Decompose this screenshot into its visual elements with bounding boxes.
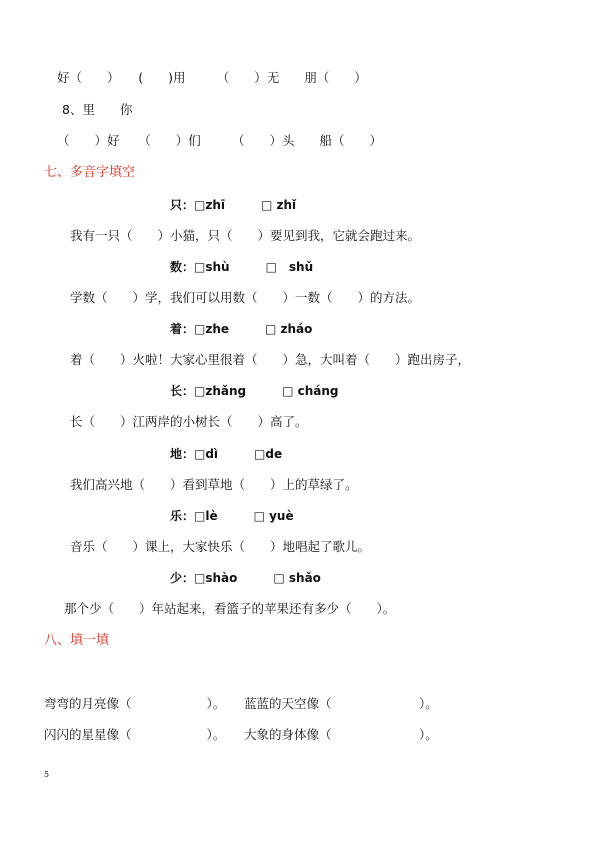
pinyin-le: 乐：□lè □ yuè [170, 509, 294, 523]
pinyin-di: 地：□dì □de [170, 447, 283, 461]
sentence-di: 我们高兴地（ ）看到草地（ ）上的草绿了。 [70, 477, 358, 492]
line-question-8: （ ）好 （ ）们 （ ）头 船（ ） [57, 133, 383, 148]
sentence-zhang: 长（ ）江两岸的小树长（ ）高了。 [70, 414, 308, 429]
pinyin-zhe: 着：□zhe □ zháo [170, 322, 313, 336]
sentence-shu: 学数（ ）学，我们可以用数（ ）一数（ ）的方法。 [70, 290, 421, 305]
sentence-le: 音乐（ ）课上，大家快乐（ ）地唱起了歌儿。 [70, 539, 371, 554]
section-8-title: 八、填一填 [44, 633, 110, 648]
page-number: 5 [44, 770, 50, 779]
pinyin-shao: 少：□shào □ shǎo [170, 571, 321, 585]
pinyin-shu: 数：□shù □ shǔ [170, 260, 314, 274]
pinyin-zhi: 只：□zhī □ zhǐ [170, 198, 297, 212]
fill-line-2: 闪闪的星星像（ ）。 大象的身体像（ ）。 [44, 727, 438, 742]
pinyin-zhang: 长：□zhǎng □ cháng [170, 384, 339, 398]
section-7-title: 七、多音字填空 [44, 165, 136, 180]
sentence-zhi: 我有一只（ ）小猫，只（ ）要见到我，它就会跑过来。 [70, 228, 421, 243]
fill-line-1: 弯弯的月亮像（ ）。 蓝蓝的天空像（ ）。 [44, 696, 438, 711]
sentence-zhe: 着（ ）火啦！大家心里很着（ ）急，大叫着（ ）跑出房子， [70, 352, 471, 367]
line-hao-exercise: 好（ ） ( )用 （ ）无 朋（ ） [57, 70, 367, 85]
question-8-header: 8、里 你 [62, 102, 133, 117]
sentence-shao: 那个少（ ）年站起来，看篮子的苹果还有多少（ ）。 [64, 601, 396, 616]
